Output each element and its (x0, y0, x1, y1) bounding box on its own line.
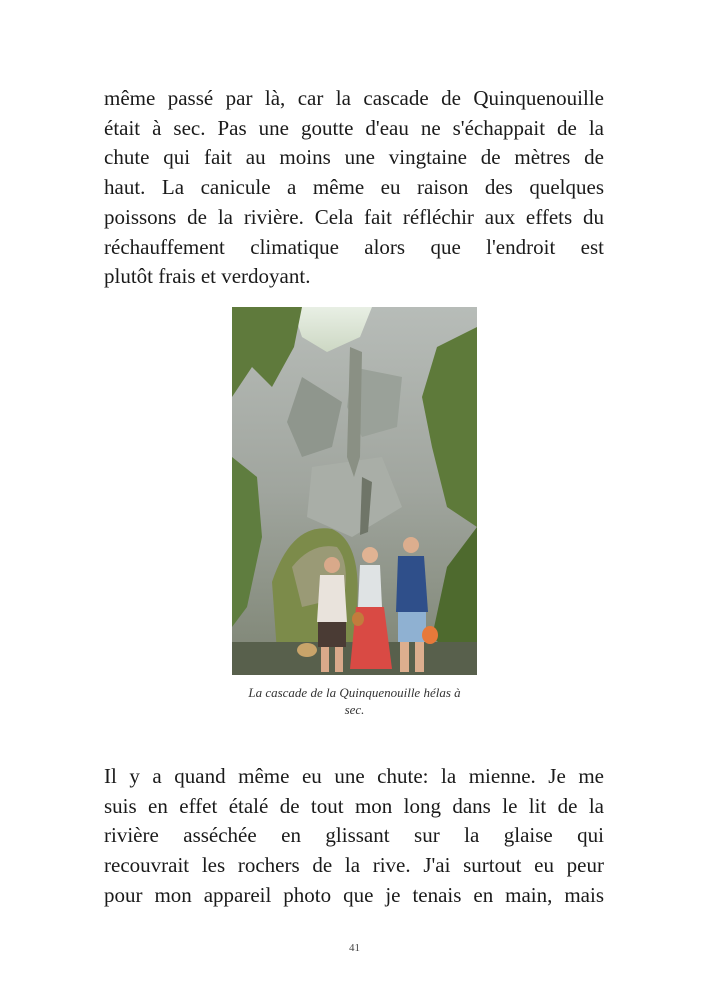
text-line: recouvrait les rochers de la rive. J'ai surtout eu peur (104, 853, 604, 878)
text-line: rivière asséchée en glissant sur la glaise qui (104, 823, 604, 848)
caption-line: sec. (344, 702, 365, 717)
paragraph-bottom (104, 762, 604, 911)
text-line: plutôt frais et verdoyant. (104, 264, 311, 289)
text-line: poissons de la rivière. Cela fait réfléchir aux effets du (104, 204, 604, 229)
text-line: suis en effet étalé de tout mon long dans le lit de la (104, 793, 604, 818)
text-line: même passé par là, car la cascade de Quinquenouille (104, 86, 604, 110)
page-number: 41 (349, 942, 360, 954)
text-line: pour mon appareil photo que je tenais en main, mais (104, 882, 604, 907)
photo-caption (228, 684, 481, 718)
text-line: chute qui fait au moins une vingtaine de mètres de (104, 145, 604, 170)
paragraph-top (104, 84, 604, 292)
text-line: réchauffement climatique alors que l'endroit est (104, 234, 604, 259)
text-line: était à sec. Pas une goutte d'eau ne s'échappait de la (104, 115, 604, 140)
waterfall-photo (232, 307, 477, 675)
caption-line: La cascade de la Quinquenouille hélas à (248, 685, 461, 700)
text-line: haut. La canicule a même eu raison des quelques (104, 175, 604, 200)
text-line: Il y a quand même eu une chute: la mienne. Je me (104, 764, 604, 788)
